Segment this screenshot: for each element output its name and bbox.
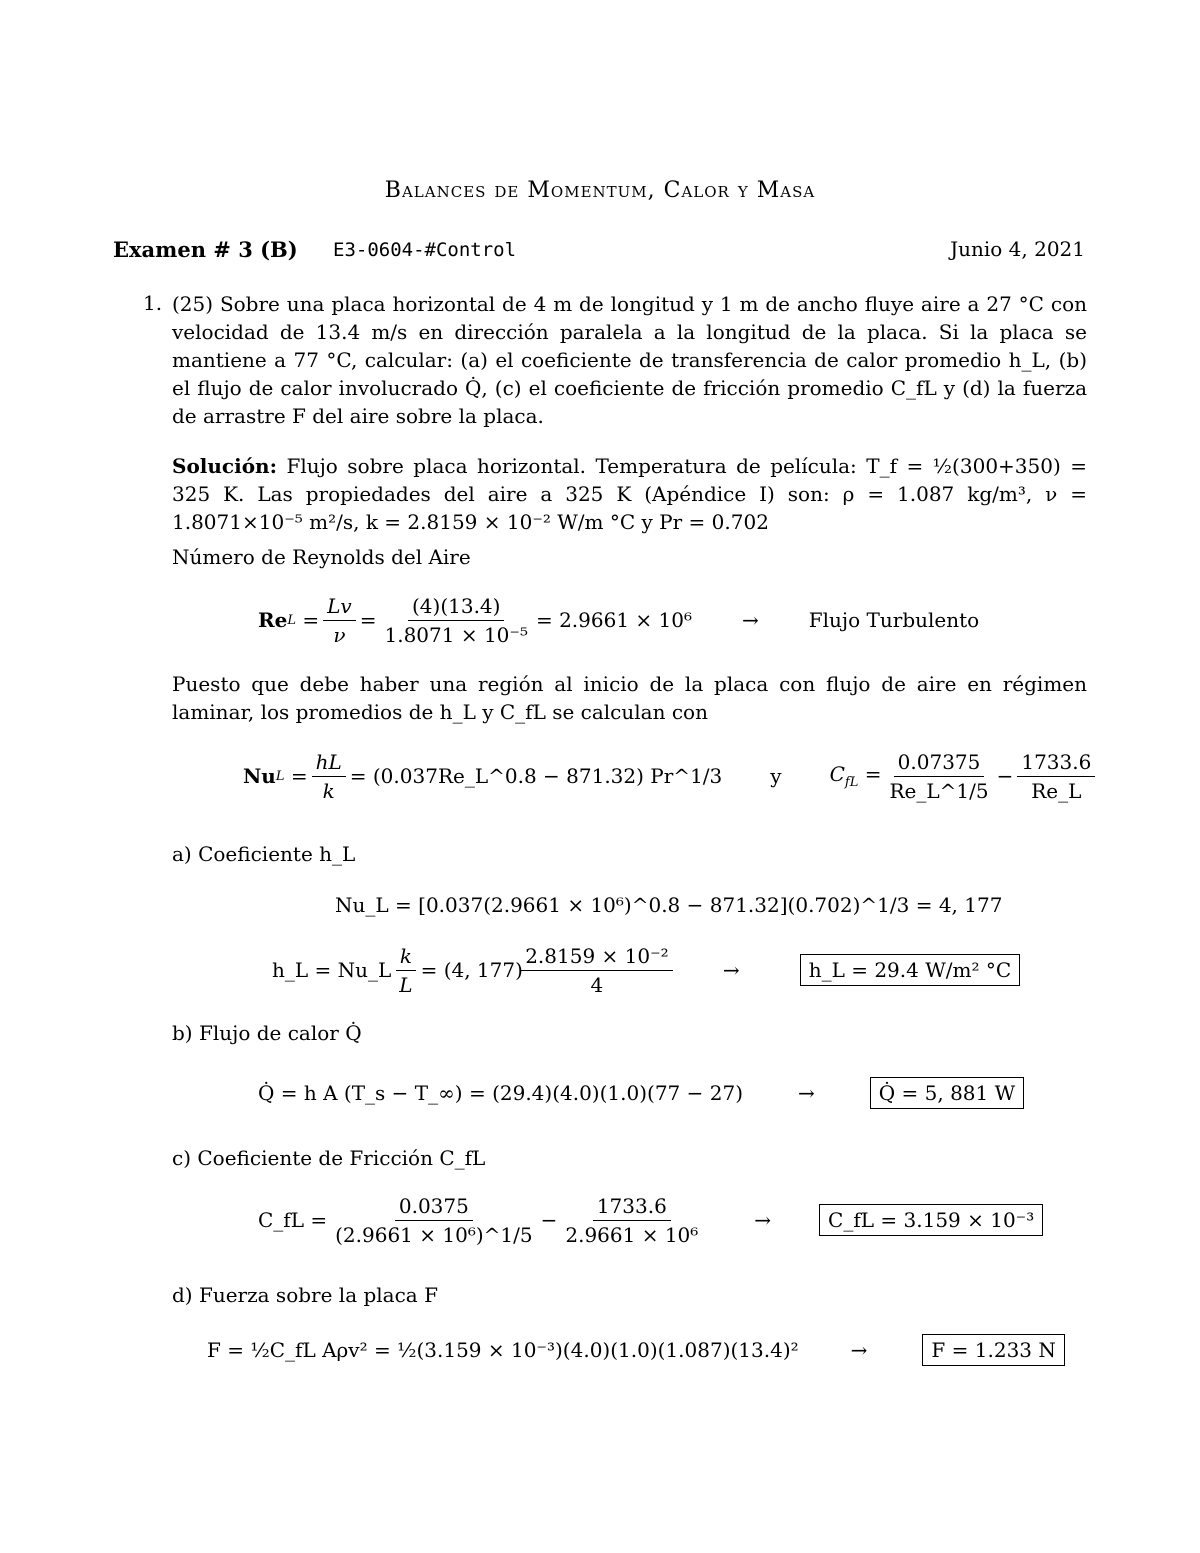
- part-a-result: h_L = 29.4 W/m² °C: [800, 954, 1020, 986]
- part-d-heading: d) Fuerza sobre la placa F: [172, 1283, 438, 1307]
- part-c-num-1: 0.0375: [395, 1194, 473, 1221]
- part-b-heading: b) Flujo de calor Q̇: [172, 1021, 362, 1045]
- reynolds-result: = 2.9661 × 10⁶: [535, 608, 693, 632]
- reynolds-heading: Número de Reynolds del Aire: [172, 545, 471, 569]
- arrow-icon: →: [798, 1081, 815, 1105]
- part-a-h-lhs: h_L = Nu_L: [272, 958, 392, 982]
- part-c-lhs: C_fL =: [258, 1208, 328, 1232]
- part-c-num-2: 1733.6: [593, 1194, 671, 1221]
- part-a-h-den: 4: [590, 972, 604, 997]
- part-c-equation: C_fL = $\frac{0.0375}{\text{(2.9661 × 10⁶)\textasciicircum{}1/5}}$ − $\frac{1733.6}{\text{2.9661 × 10⁶}}$ → C_fL = 3.159 × 10⁻³: [258, 1190, 1043, 1250]
- reynolds-frac1-den: ν: [333, 622, 346, 647]
- arrow-icon: →: [742, 608, 759, 632]
- part-a-h-num: 2.8159 × 10⁻²: [521, 944, 672, 971]
- exam-label: Examen # 3 (B): [113, 237, 298, 262]
- cf-num-2: 1733.6: [1017, 750, 1095, 777]
- solution-intro-text: Flujo sobre placa horizontal. Temperatura de película: T_f = ½(300+350) = 325 K. Las propiedades del aire a 325 K (Apéndice I) son: ρ = 1.087 kg/m³, ν = 1.8071×10⁻⁵ m²/s, k = 2.8159 × 10⁻² W/m °C y Pr = 0.702: [172, 454, 1087, 534]
- nu-formula-rhs: = (0.037Re_L^0.8 − 871.32) Pr^1/3: [349, 764, 723, 788]
- exam-date: Junio 4, 2021: [950, 237, 1085, 261]
- part-a-nu: Nu_L = [0.037(2.9661 × 10⁶)^0.8 − 871.32](0.702)^1/3 = 4, 177: [335, 893, 1003, 917]
- cf-den-2: Re_L: [1031, 778, 1082, 803]
- cf-den-1: Re_L^1/5: [889, 778, 989, 803]
- course-title: Balances de Momentum, Calor y Masa: [384, 178, 816, 203]
- reynolds-equation: Re L = $\frac{Lv}{\nu}$ = $\frac{(4)(13.4)}{\text{1.8071 × 10⁻⁵}}$ = 2.9661 × 10⁶ → Flujo Turbulento: [258, 593, 980, 647]
- part-c-result: C_fL = 3.159 × 10⁻³: [819, 1204, 1043, 1236]
- part-b-result: Q̇ = 5, 881 W: [870, 1077, 1024, 1109]
- problem-statement: (25) Sobre una placa horizontal de 4 m de longitud y 1 m de ancho fluye aire a 27 °C con velocidad de 13.4 m/s en dirección paralela a la longitud de la placa. Si la placa se mantiene a 77 °C, calcular: (a) el coeficiente de transferencia de calor promedio h_L, (b) el flujo de calor involucrado Q̇, (c) el coeficiente de fricción promedio C_fL y (d) la fuerza de arrastre F del aire sobre la placa.: [172, 292, 1087, 428]
- part-b-eq: Q̇ = h A (T_s − T_∞) = (29.4)(4.0)(1.0)(77 − 27): [258, 1081, 743, 1105]
- arrow-icon: →: [722, 958, 740, 982]
- part-c-den-1: (2.9661 × 10⁶)^1/5: [335, 1222, 533, 1247]
- arrow-icon: →: [754, 1208, 772, 1232]
- part-a-h-mid: = (4, 177): [420, 958, 523, 982]
- solution-intro: [172, 452, 1087, 536]
- solution-label: Solución:: [172, 454, 277, 478]
- reynolds-conclusion: Flujo Turbulento: [808, 608, 980, 632]
- exam-code: E3-0604-#Control: [333, 239, 517, 261]
- part-c-heading: c) Coeficiente de Fricción C_fL: [172, 1146, 486, 1170]
- part-a-h-equation: h_L = Nu_L $\frac{k}{L}$ = (4, 177) $\frac{\text{2.8159 × 10⁻²}}{4}$ → h_L = 29.4 W/m² °C: [272, 940, 1020, 1000]
- reynolds-frac2-num: (4)(13.4): [408, 594, 504, 621]
- part-b-equation: [258, 1073, 1024, 1113]
- conjunction: y: [770, 764, 782, 788]
- part-c-den-2: 2.9661 × 10⁶: [565, 1222, 699, 1247]
- cf-num-1: 0.07375: [894, 750, 985, 777]
- part-d-equation: [207, 1330, 1065, 1370]
- reynolds-frac2-den: 1.8071 × 10⁻⁵: [384, 622, 528, 647]
- reynolds-fraction-2: [380, 594, 531, 647]
- part-a-heading: a) Coeficiente h_L: [172, 842, 356, 866]
- reynolds-frac1-num: Lv: [327, 593, 352, 618]
- reynolds-fraction-1: [323, 594, 356, 647]
- part-d-result: F = 1.233 N: [922, 1334, 1064, 1366]
- arrow-icon: →: [850, 1338, 868, 1362]
- part-d-eq: F = ½C_fL Aρv² = ½(3.159 × 10⁻³)(4.0)(1.0)(1.087)(13.4)²: [207, 1338, 799, 1362]
- mixed-text: Puesto que debe haber una región al inicio de la placa con flujo de aire en régimen laminar, los promedios de h_L y C_fL se calculan con: [172, 672, 1087, 724]
- reynolds-lhs: Re: [258, 608, 288, 632]
- nu-correlation: Nu L = $\frac{hL}{k}$ = (0.037Re_L^0.8 − 871.32) Pr^1/3 y $C_{fL}$ = $\frac{0.07375}{Re\_L\^{}1/5}$ − $\frac{1733.6}{Re\_L}$: [243, 745, 1099, 807]
- problem-number: 1.: [143, 291, 163, 315]
